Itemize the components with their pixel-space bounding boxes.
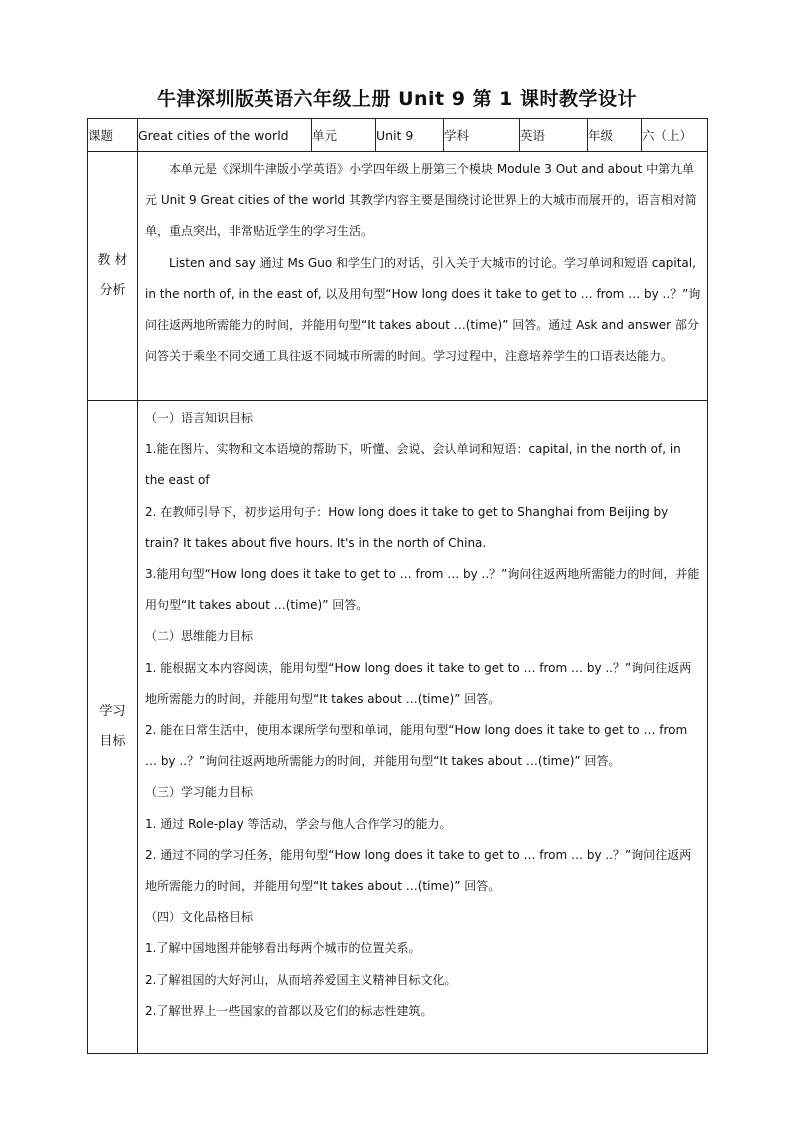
grade-label: 年级 [588,119,642,152]
objective-item: 2. 能在日常生活中，使用本课所学句型和单词，能用句型“How long does it take to get to … from … by ..？”询问往返两地所需能力的时间，并能用句型“It takes about …(time)” 回答。 [145,723,688,769]
analysis-label [88,152,138,401]
header-row [88,119,708,152]
topic-label: 课题 [88,119,138,152]
analysis-row [88,152,708,401]
objective-item: 1. 能根据文本内容阅读，能用句型“How long does it take to get to … from … by ..？”询问往返两地所需能力的时间，并能用句型“It takes about …(time)” 回答。 [145,660,692,706]
lesson-plan-table [87,118,708,1054]
objective-item: 2. 通过不同的学习任务，能用句型“How long does it take to get to … from … by ..？”询问往返两地所需能力的时间，并能用句型“It takes about …(time)” 回答。 [145,847,692,894]
objective-item: 1.了解中国地图并能够看出每两个城市的位置关系。 [145,941,421,956]
objectives-label-line2: 目标 [99,734,126,749]
objective-item: 1.能在图片、实物和文本语境的帮助下，听懂、会说、会认单词和短语：capital, in the north of, in the east of [145,442,681,488]
section-heading-culture: （四）文化品格目标 [145,910,254,925]
unit-label: 单元 [312,119,376,152]
objectives-content [138,401,708,1054]
objective-item: 2. 在教师引导下，初步运用句子：How long does it take to get to Shanghai from Beijing by train? It takes about five hours. It's in the north of China. [145,504,669,550]
objectives-row [88,401,708,1054]
subject-label: 学科 [444,119,520,152]
section-heading-learning: （三）学习能力目标 [145,785,254,800]
section-heading-language: （一）语言知识目标 [145,411,254,425]
objective-item: 2.了解祖国的大好河山，从而培养爱国主义精神目标文化。 [145,972,457,987]
analysis-label-line2: 分析 [99,283,126,298]
analysis-paragraph: Listen and say 通过 Ms Guo 和学生门的对话，引入关于大城市的讨论。学习单词和短语 capital, in the north of, in the east of, 以及用句型“How long does it take to get to … from … by ..？”询问往返两地所需能力的时间，并能用句型“It takes about …(time)” 回答。通过 Ask and answer 部分问答关于乘坐不同交通工具往返不同城市所需的时间。学习过程中，注意培养学生的口语表达能力。 [145,255,701,364]
objective-item: 3.能用句型“How long does it take to get to … from … by ..？”询问往返两地所需能力的时间，并能用句型“It takes about …(time)” 回答。 [145,567,700,613]
objective-item: 2.了解世界上一些国家的首都以及它们的标志性建筑。 [145,1003,433,1018]
analysis-paragraph: 本单元是《深圳牛津版小学英语》小学四年级上册第三个模块 Module 3 Out and about 中第九单元 Unit 9 Great cities of the world 其教学内容主要是围绕讨论世界上的大城市而展开的，语言相对简单，重点突出，非常贴近学生的学习生活。 [145,162,697,239]
unit-value: Unit 9 [376,119,444,152]
analysis-content [138,152,708,401]
document-title: 牛津深圳版英语六年级上册 Unit 9 第 1 课时教学设计 [156,88,638,110]
topic-value: Great cities of the world [138,119,312,152]
grade-value: 六（上） [642,119,708,152]
objectives-label-line1: 学习 [99,704,126,719]
section-heading-thinking: （二）思维能力目标 [145,629,254,644]
subject-value: 英语 [520,119,588,152]
objectives-label [88,401,138,1054]
analysis-label-line1: 教 材 [97,253,128,268]
objective-item: 1. 通过 Role-play 等活动，学会与他人合作学习的能力。 [145,816,452,831]
